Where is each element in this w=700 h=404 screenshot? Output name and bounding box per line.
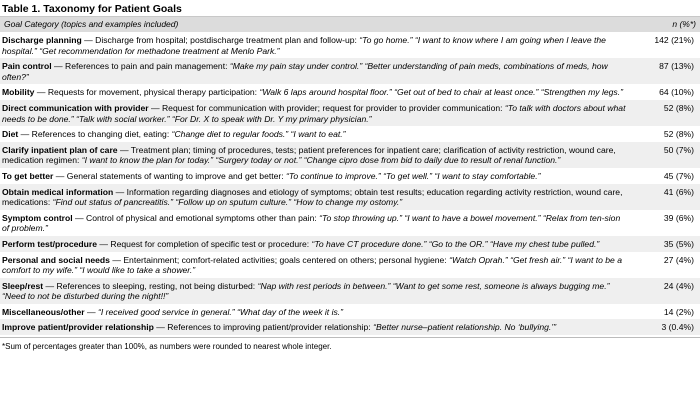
goal-category: To get better [2, 170, 54, 181]
goal-count: 45 (7%) [663, 170, 694, 181]
table-row [0, 252, 700, 278]
goal-count: 142 (21%) [654, 35, 694, 45]
row-description [2, 61, 636, 82]
category-examples: “Watch Oprah.” “Get fresh air.” “I want to be a comfort to my wife.” “I would like to take a shower.” [2, 254, 622, 276]
row-description [2, 239, 636, 250]
category-examples: “I want to know the plan for today.” “Surgery today or not.” “Change cipro dose from bid to daily due to result of renal function.” [81, 155, 561, 166]
category-examples: “To go home.” “I want to know where I am going when I leave the hospital.” “Get recommendation for methadone treatment at Menlo Park.” [2, 35, 606, 56]
category-definition: — References to improving patient/provider relationship: [153, 322, 374, 333]
category-definition: — [84, 306, 98, 317]
row-description [2, 187, 636, 208]
goal-count: 14 (2%) [663, 306, 694, 317]
goal-count: 87 (13%) [659, 61, 694, 72]
goal-category: Pain control [2, 61, 52, 72]
table-row [0, 168, 700, 184]
table-row [0, 32, 700, 58]
category-definition: — References to changing diet, eating: [18, 129, 172, 140]
category-examples: “To stop throwing up.” “I want to have a bowel movement.” “Relax from ten-sion of problem.” [2, 212, 621, 234]
category-definition: — References to pain and pain management: [51, 61, 230, 72]
goal-category: Personal and social needs [2, 254, 110, 265]
row-description [2, 35, 636, 56]
category-definition: — Discharge from hospital; postdischarge treatment plan and follow-up: [81, 35, 360, 45]
goal-category: Mobility [2, 87, 35, 98]
row-description [2, 129, 636, 140]
category-examples: “Make my pain stay under control.” “Better understanding of pain meds, combinations of meds, how often?” [2, 61, 608, 82]
table-row [0, 278, 700, 304]
table-row [0, 58, 700, 84]
goal-category: Symptom control [2, 212, 73, 223]
table-header [0, 16, 700, 32]
category-examples: “To have CT procedure done.” “Go to the OR.” “Have my chest tube pulled.” [311, 238, 600, 249]
category-examples: “I received good service in general.” “What day of the week it is.” [98, 306, 344, 317]
category-examples: “Walk 6 laps around hospital floor.” “Get out of bed to chair at least once.” “Strengthen my legs.” [259, 87, 623, 98]
goal-category: Improve patient/provider relationship [2, 322, 154, 333]
table-row [0, 236, 700, 252]
goal-category: Clarify inpatient plan of care [2, 144, 118, 155]
table-row [0, 184, 700, 210]
category-examples: “Find out status of pancreatitis.” “Follow up on sputum culture.” “How to change my ostomy.” [52, 197, 403, 208]
goal-category: Discharge planning [2, 35, 82, 45]
table-row [0, 319, 700, 335]
goal-count: 27 (4%) [663, 254, 694, 265]
category-definition: — Treatment plan; timing of procedures, tests; patient preferences for inpatient care; clarification of activity restriction, wound care, medication regimen: [2, 144, 616, 166]
category-definition: — References to sleeping, resting, not being disturbed: [43, 280, 258, 291]
goal-category: Perform test/procedure [2, 238, 98, 249]
goal-category: Miscellaneous/other [2, 306, 85, 317]
row-description [2, 213, 636, 234]
table-row [0, 210, 700, 236]
table-title: Table 1. Taxonomy for Patient Goals [2, 3, 182, 15]
goal-count: 35 (5%) [663, 238, 694, 249]
goal-count: 41 (6%) [663, 186, 694, 197]
table-footnote: *Sum of percentages greater than 100%, as numbers were rounded to nearest whole integer. [0, 337, 700, 355]
category-examples: “Nap with rest periods in between.” “Want to get some rest, someone is always bugging me.” “Need to not be disturbed during the night!!” [2, 280, 610, 302]
row-description [2, 87, 636, 98]
category-definition: — Control of physical and emotional symptoms other than pain: [72, 212, 320, 223]
goal-count: 64 (10%) [659, 87, 694, 98]
table-body [0, 32, 700, 335]
header-category: Goal Category (topics and examples included) [4, 19, 179, 29]
row-description [2, 103, 636, 124]
goal-category: Direct communication with provider [2, 102, 149, 113]
row-description [2, 322, 636, 333]
table-row [0, 304, 700, 320]
goal-category: Diet [2, 129, 19, 140]
goal-category: Sleep/rest [2, 280, 44, 291]
goal-count: 52 (8%) [663, 129, 694, 140]
row-description [2, 171, 636, 182]
table-row [0, 84, 700, 100]
row-description [2, 255, 636, 276]
category-examples: “To talk with doctors about what needs to be done.” “Talk with social worker.” “For Dr. X to speak with Dr. Y my primary physician.” [2, 102, 626, 124]
table-row [0, 100, 700, 126]
category-definition: — Information regarding diagnoses and etiology of symptoms; obtain test results; education regarding activity restriction, wound care, medications: [2, 186, 623, 208]
goal-count: 3 (0.4%) [661, 322, 694, 333]
category-definition: — Request for completion of specific test or procedure: [97, 238, 312, 249]
header-count: n (%*) [672, 19, 696, 29]
goal-count: 24 (4%) [663, 280, 694, 291]
table-row [0, 126, 700, 142]
row-description [2, 281, 636, 302]
category-examples: “To continue to improve.” “To get well.” “I want to stay comfortable.” [286, 170, 541, 181]
goal-category: Obtain medical information [2, 186, 114, 197]
goal-count: 50 (7%) [663, 144, 694, 155]
category-definition: — Requests for movement, physical therapy participation: [34, 87, 260, 98]
row-description [2, 307, 636, 318]
table-row [0, 142, 700, 168]
goal-count: 39 (6%) [663, 212, 694, 223]
category-definition: — Entertainment; comfort-related activities; goals centered on others; personal hygiene: [109, 254, 450, 265]
category-definition: — General statements of wanting to improve and get better: [53, 170, 287, 181]
category-examples: “Better nurse–patient relationship. No ‘bullying.’” [373, 322, 557, 333]
row-description [2, 145, 636, 166]
category-definition: — Request for communication with provider; request for provider to provider communication: [148, 102, 505, 113]
category-examples: “Change diet to regular foods.” “I want to eat.” [171, 129, 346, 140]
goal-count: 52 (8%) [663, 102, 694, 113]
